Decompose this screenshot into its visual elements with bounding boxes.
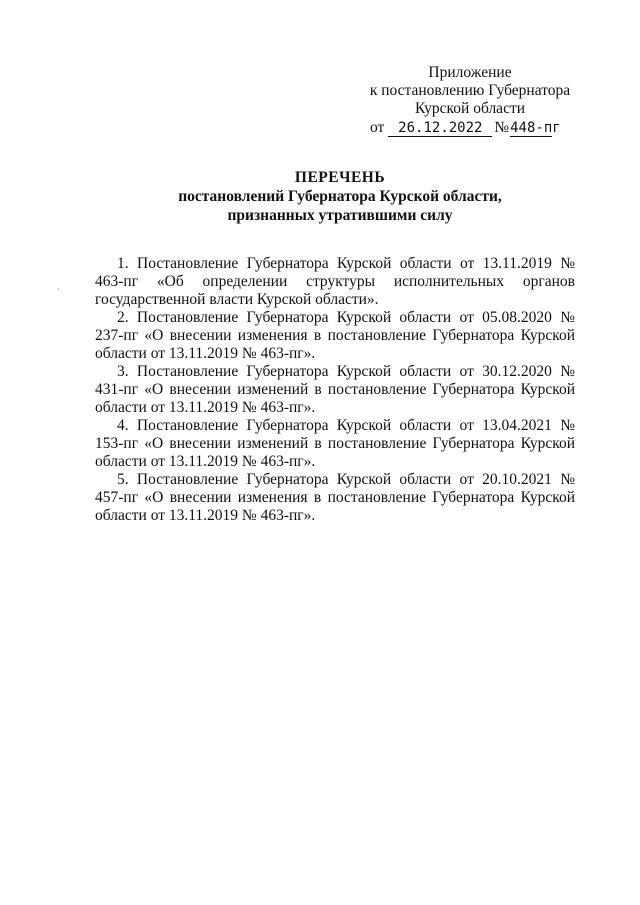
list-item: 2. Постановление Губернатора Курской области от 05.08.2020 № 237-пг «О внесении изменения в постановление Губернатора Курской области от 13.11.2019 № 463-пг». [95, 309, 575, 362]
list-item: 5. Постановление Губернатора Курской области от 20.10.2021 № 457-пг «О внесении изменения в постановление Губернатора Курской области от 13.11.2019 № 463-пг». [95, 471, 575, 524]
resolutions-list [95, 255, 575, 525]
appendix-date-line [360, 119, 580, 137]
title-line-2: признанных утратившими силу [227, 207, 453, 224]
number-sign: № [494, 119, 510, 136]
title-line-1: постановлений Губернатора Курской области, [178, 188, 502, 205]
from-label: от [370, 119, 385, 136]
list-item: 3. Постановление Губернатора Курской области от 30.12.2020 № 431-пг «О внесении изменений в постановление Губернатора Курской области от 13.11.2019 № 463-пг». [95, 363, 575, 416]
list-item: 4. Постановление Губернатора Курской области от 13.04.2021 № 153-пг «О внесении изменений в постановление Губернатора Курской области от 13.11.2019 № 463-пг». [95, 417, 575, 470]
appendix-region: Курской области [414, 100, 526, 117]
margin-mark: ⸱ [57, 284, 60, 294]
document-title [60, 168, 620, 225]
appendix-header [360, 64, 580, 137]
resolution-date: 26.12.2022 [388, 121, 492, 137]
resolution-number: 448-пг [510, 120, 561, 136]
appendix-resolution-ref: к постановлению Губернатора [369, 82, 571, 99]
appendix-label: Приложение [428, 64, 512, 81]
title-heading: ПЕРЕЧЕНЬ [294, 169, 386, 186]
list-item: 1. Постановление Губернатора Курской области от 13.11.2019 № 463-пг «Об определении структуры исполнительных органов государственной власти Курской области». [95, 255, 575, 308]
